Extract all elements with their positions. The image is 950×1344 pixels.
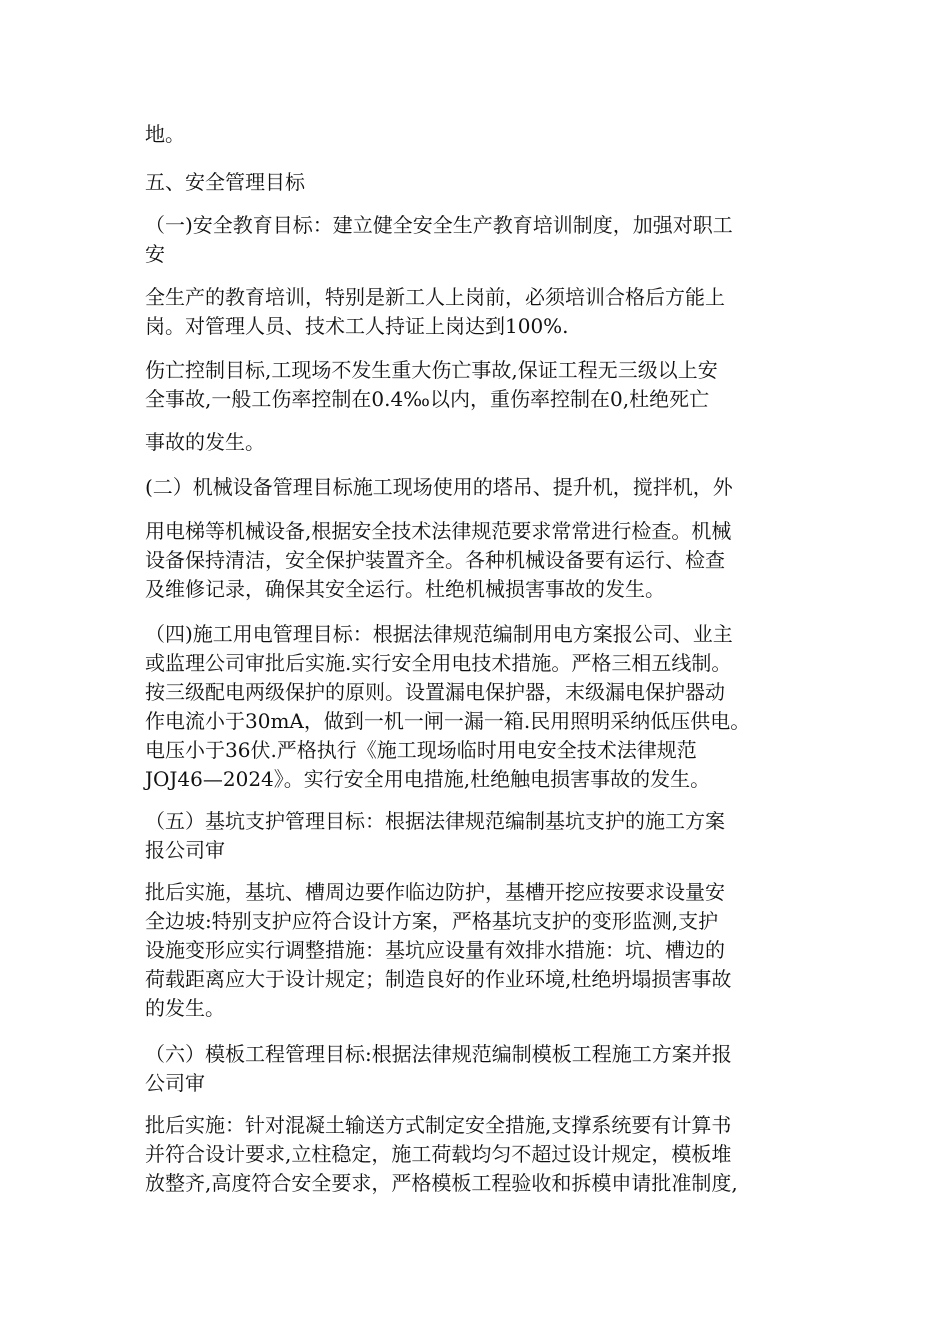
paragraph-training: 全生产的教育培训，特别是新工人上岗前，必须培训合格后方能上 岗。对管理人员、技术工人持证上岗达到100%. xyxy=(145,285,725,338)
paragraph-formwork: 批后实施：针对混凝土输送方式制定安全措施,支撑系统要有计算书 并符合设计要求,立柱稳定，施工荷载均匀不超过设计规定，模板堆 放整齐,高度符合安全要求，严格模板工程验收和拆模申请批准制度, xyxy=(145,1113,738,1195)
paragraph-foundation-heading: （五）基坑支护管理目标：根据法律规范编制基坑支护的施工方案 报公司审 xyxy=(145,809,725,862)
paragraph-accident: 事故的发生。 xyxy=(145,430,265,454)
paragraph-foundation: 批后实施，基坑、槽周边要作临边防护，基槽开挖应按要求设量安 全边坡:特别支护应符合设计方案，严格基坑支护的变形监测,支护 设施变形应实行调整措施：基坑应设量有效排水措施：坑、槽边的 荷载距离应大于设计规定；制造良好的作业环境,杜绝坍塌损害事故 的发生。 xyxy=(145,880,732,1020)
paragraph-machinery: 用电梯等机械设备,根据安全技术法律规范要求常常进行检查。机械 设备保持清洁，安全保护装置齐全。各种机械设备要有运行、检查 及维修记录，确保其安全运行。杜绝机械损害事故的发生。 xyxy=(145,519,732,601)
paragraph-continuation: 地。 xyxy=(145,122,185,146)
paragraph-electricity: （四)施工用电管理目标：根据法律规范编制用电方案报公司、业主 或监理公司审批后实施.实行安全用电技术措施。严格三相五线制。 按三级配电两级保护的原则。设置漏电保护器，末级漏电保护器动 作电流小于30mA，做到一机一闸一漏一箱.民用照明采纳低压供电。 电压小于36伏.严格执行《施工现场临时用电安全技术法律规范 JOJ46—2024》。实行安全用电措施,杜绝触电损害事故的发生。 xyxy=(145,622,751,791)
paragraph-formwork-heading: （六）模板工程管理目标:根据法律规范编制模板工程施工方案并报 公司审 xyxy=(145,1042,732,1095)
paragraph-safety-education: （一)安全教育目标：建立健全安全生产教育培训制度，加强对职工 安 xyxy=(145,213,733,266)
paragraph-machinery-heading: (二）机械设备管理目标施工现场使用的塔吊、提升机，搅拌机，外 xyxy=(145,475,733,499)
paragraph-casualty-control: 伤亡控制目标,工现场不发生重大伤亡事故,保证工程无三级以上安 全事故,一般工伤率控制在0.4‰以内，重伤率控制在0,杜绝死亡 xyxy=(145,358,718,411)
section-heading: 五、安全管理目标 xyxy=(145,170,305,194)
